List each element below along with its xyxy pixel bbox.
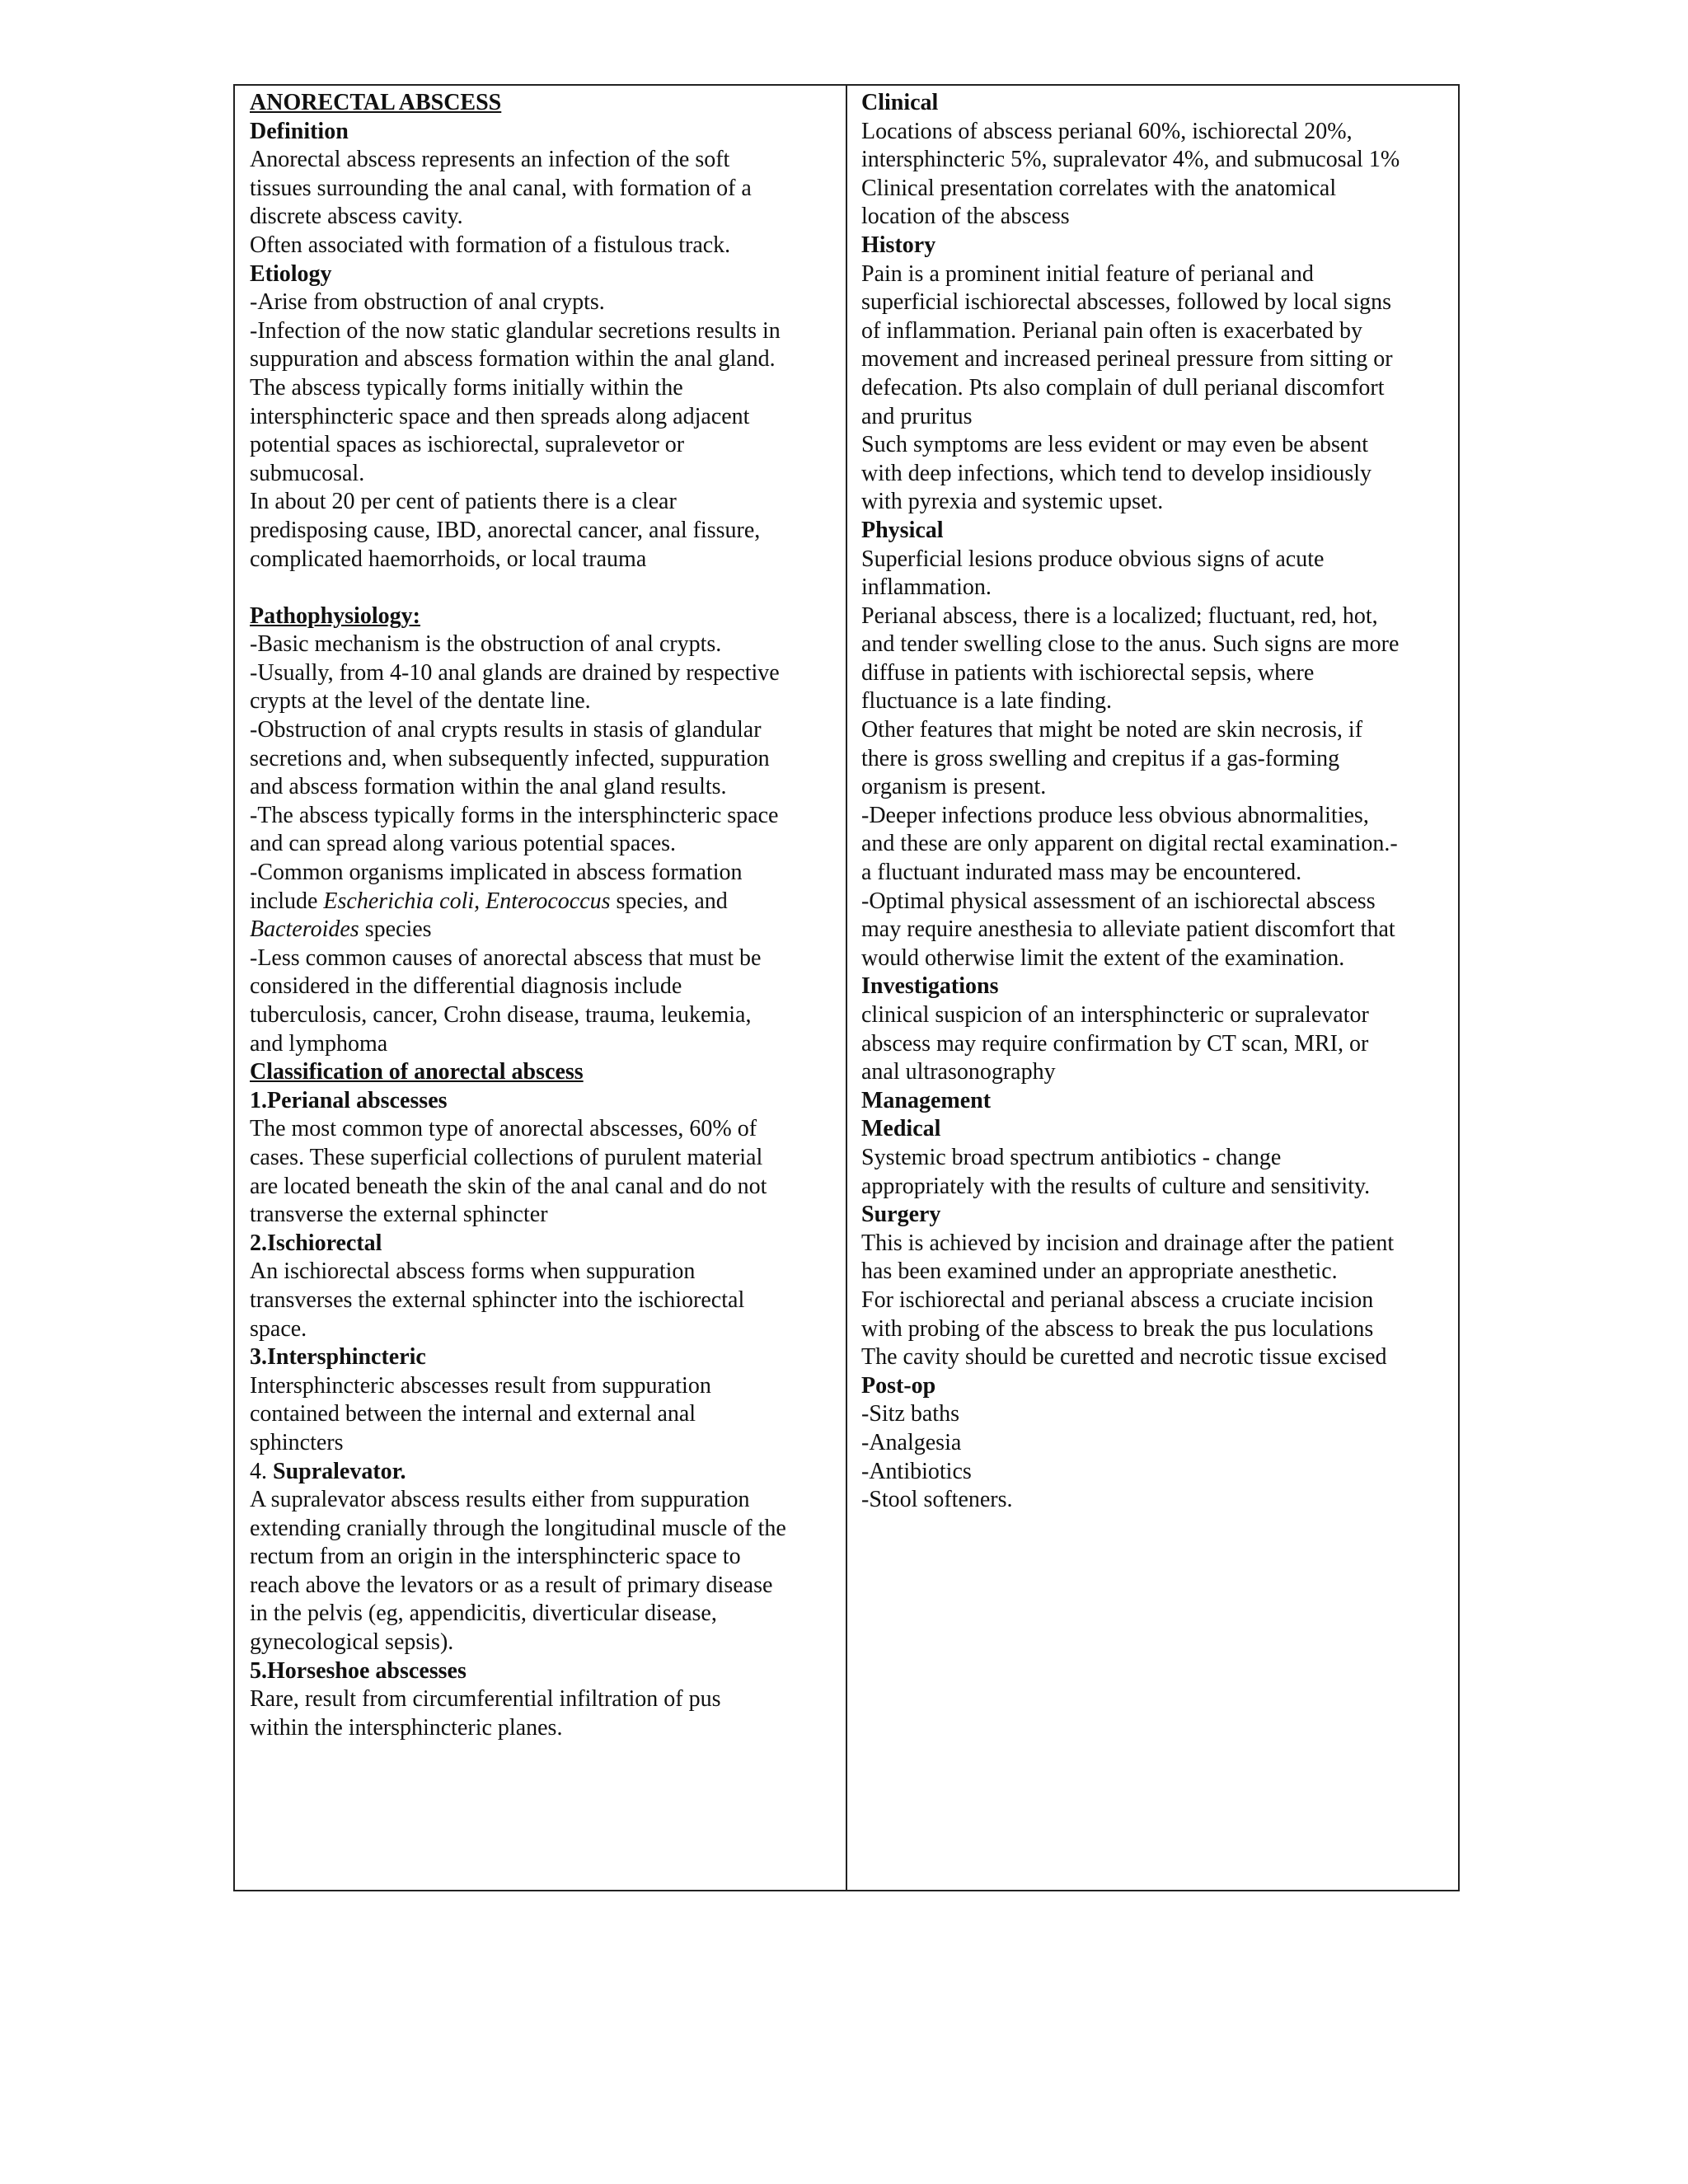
text-line: secretions and, when subsequently infected, suppuration [250,745,770,771]
medical-text [861,1144,1450,1201]
text-line: may require anesthesia to alleviate patient discomfort that [861,916,1395,943]
text-line: gynecological sepsis). [250,1629,454,1656]
text-line: crypts at the level of the dentate line. [250,688,591,715]
text-line: An ischiorectal abscess forms when suppuration [250,1258,696,1285]
text-line: considered in the differential diagnosis include [250,973,682,1000]
text-line: of inflammation. Perianal pain often is exacerbated by [861,317,1363,344]
text-line: This is achieved by incision and drainage after the patient [861,1230,1395,1256]
text-line: -Sitz baths [861,1401,959,1427]
pathophysiology-text-a [250,630,832,887]
investigations-heading: Investigations [861,973,999,1000]
text-line: defecation. Pts also complain of dull perianal discomfort [861,374,1385,401]
text-line: Systemic broad spectrum antibiotics - change [861,1144,1282,1170]
definition-heading: Definition [250,118,349,144]
perianal-text [250,1115,832,1229]
organisms-line [250,888,832,916]
text-line: and these are only apparent on digital rectal examination.- [861,831,1398,857]
supralevator-heading: Supralevator. [273,1458,406,1484]
text-line: has been examined under an appropriate anesthetic. [861,1258,1338,1285]
text-line: are located beneath the skin of the anal canal and do not [250,1173,767,1199]
text-line: -Common organisms implicated in abscess formation [250,860,743,886]
text-line: with deep infections, which tend to develop insidiously [861,460,1372,486]
document-table [233,84,1460,1891]
horseshoe-heading: 5.Horseshoe abscesses [250,1657,467,1684]
text-line: predisposing cause, IBD, anorectal cancer, anal fissure, [250,517,761,543]
horseshoe-text [250,1685,832,1742]
text-line: discrete abscess cavity. [250,204,463,230]
bacteroides-line [250,916,832,944]
perianal-heading: 1.Perianal abscesses [250,1087,448,1113]
text-line: inflammation. [861,574,992,601]
medical-heading: Medical [861,1116,941,1142]
spacer [250,574,832,602]
clinical-text [861,118,1450,232]
text-line: suppuration and abscess formation within the anal gland. [250,346,776,373]
text-line: -Less common causes of anorectal abscess that must be [250,944,762,971]
surgery-heading: Surgery [861,1202,941,1228]
organisms-names: Escherichia coli, Enterococcus [323,888,611,914]
pathophysiology-text-b [250,944,832,1058]
text-line: Intersphincteric abscesses result from suppuration [250,1372,711,1399]
text-line: reach above the levators or as a result of primary disease [250,1572,773,1598]
text-line: Anorectal abscess represents an infection of the soft [250,147,730,173]
text-line: complicated haemorrhoids, or local trauma [250,546,647,572]
right-column [847,86,1458,1890]
text-line: Clinical presentation correlates with the anatomical [861,175,1337,201]
text-line: The cavity should be curetted and necrotic tissue excised [861,1344,1387,1371]
text-line: transverse the external sphincter [250,1202,548,1228]
text-line: -Analgesia [861,1429,962,1455]
etiology-heading: Etiology [250,260,332,287]
bacteroides-name: Bacteroides [250,916,359,943]
text-line: and tender swelling close to the anus. Such signs are more [861,631,1400,658]
clinical-heading: Clinical [861,90,939,115]
text-line: tissues surrounding the anal canal, with formation of a [250,175,752,201]
text-line: A supralevator abscess results either from suppuration [250,1487,750,1513]
text-line: movement and increased perineal pressure from sitting or [861,346,1393,373]
text-line: abscess may require confirmation by CT scan, MRI, or [861,1030,1369,1057]
text-line: Perianal abscess, there is a localized; fluctuant, red, hot, [861,602,1378,629]
physical-heading: Physical [861,517,944,543]
text-line: appropriately with the results of culture and sensitivity. [861,1173,1371,1199]
pathophysiology-heading: Pathophysiology: [250,602,420,629]
text-line: -Optimal physical assessment of an ischiorectal abscess [861,888,1376,914]
text-line: The abscess typically forms initially within the [250,374,683,401]
text-line: location of the abscess [861,204,1070,230]
text-line: For ischiorectal and perianal abscess a cruciate incision [861,1286,1374,1313]
text-line: -The abscess typically forms in the intersphincteric space [250,802,779,828]
text-line: Other features that might be noted are skin necrosis, if [861,717,1363,743]
organisms-prefix: include [250,888,324,914]
text-line: within the intersphincteric planes. [250,1714,563,1741]
surgery-text [861,1230,1450,1372]
text-line: potential spaces as ischiorectal, supralevetor or [250,432,685,458]
text-line: -Stool softeners. [861,1487,1013,1513]
text-line: -Arise from obstruction of anal crypts. [250,289,605,316]
text-line: and abscess formation within the anal gland results. [250,774,727,800]
text-line: Locations of abscess perianal 60%, ischiorectal 20%, [861,118,1353,144]
left-column [235,86,847,1890]
text-line: transverses the external sphincter into the ischiorectal [250,1286,745,1313]
text-line: clinical suspicion of an intersphincteric or supralevator [861,1002,1369,1028]
postop-list [861,1400,1450,1514]
text-line: Such symptoms are less evident or may even be absent [861,432,1369,458]
ischiorectal-text [250,1258,832,1343]
ischiorectal-heading: 2.Ischiorectal [250,1230,382,1256]
text-line: intersphincteric space and then spreads along adjacent [250,403,750,429]
text-line: rectum from an origin in the intersphincteric space to [250,1544,741,1570]
investigations-text [861,1001,1450,1087]
text-line: intersphincteric 5%, supralevator 4%, and submucosal 1% [861,147,1400,173]
text-line: contained between the internal and external anal [250,1401,696,1427]
text-line: -Usually, from 4-10 anal glands are drained by respective [250,659,780,686]
text-line: space. [250,1315,307,1342]
bacteroides-suffix: species [359,916,432,943]
text-line: Pain is a prominent initial feature of perianal and [861,260,1314,287]
text-line: there is gross swelling and crepitus if a gas-forming [861,745,1340,771]
text-line: with probing of the abscess to break the pus loculations [861,1315,1374,1342]
text-line: a fluctuant indurated mass may be encountered. [861,860,1302,886]
text-line: Superficial lesions produce obvious signs of acute [861,546,1325,572]
text-line: -Deeper infections produce less obvious abnormalities, [861,802,1369,828]
text-line: -Infection of the now static glandular secretions results in [250,317,781,344]
text-line: In about 20 per cent of patients there is a clear [250,489,677,515]
text-line: and lymphoma [250,1030,388,1057]
management-heading: Management [861,1087,992,1113]
text-line: -Antibiotics [861,1458,972,1484]
etiology-text [250,288,832,574]
organisms-suffix: species, and [610,888,728,914]
text-line: -Basic mechanism is the obstruction of anal crypts. [250,631,722,658]
history-heading: History [861,232,936,258]
supralevator-heading-line [250,1458,832,1487]
document-title: ANORECTAL ABSCESS [250,90,502,115]
text-line: with pyrexia and systemic upset. [861,489,1164,515]
text-line: submucosal. [250,460,365,486]
postop-heading: Post-op [861,1372,936,1399]
text-line: and pruritus [861,403,973,429]
text-line: Often associated with formation of a fistulous track. [250,232,731,258]
text-line: Rare, result from circumferential infiltration of pus [250,1686,721,1713]
text-line: extending cranially through the longitudinal muscle of the [250,1515,786,1541]
text-line: The most common type of anorectal abscesses, 60% of [250,1116,757,1142]
text-line: -Obstruction of anal crypts results in stasis of glandular [250,717,762,743]
history-text [861,260,1450,517]
text-line: sphincters [250,1429,344,1455]
text-line: fluctuance is a late finding. [861,688,1112,715]
supralevator-number: 4. [250,1458,273,1484]
definition-text [250,146,832,260]
text-line: in the pelvis (eg, appendicitis, diverticular disease, [250,1601,717,1627]
text-line: cases. These superficial collections of purulent material [250,1144,763,1170]
physical-text [861,546,1450,973]
text-line: anal ultrasonography [861,1059,1056,1085]
text-line: diffuse in patients with ischiorectal sepsis, where [861,659,1315,686]
text-line: would otherwise limit the extent of the examination. [861,944,1345,971]
text-line: organism is present. [861,774,1047,800]
text-line: superficial ischiorectal abscesses, followed by local signs [861,289,1392,316]
intersphincteric-text [250,1372,832,1458]
classification-heading: Classification of anorectal abscess [250,1059,584,1085]
intersphincteric-heading: 3.Intersphincteric [250,1344,426,1371]
text-line: tuberculosis, cancer, Crohn disease, trauma, leukemia, [250,1002,752,1028]
text-line: and can spread along various potential spaces. [250,831,677,857]
supralevator-text [250,1486,832,1657]
